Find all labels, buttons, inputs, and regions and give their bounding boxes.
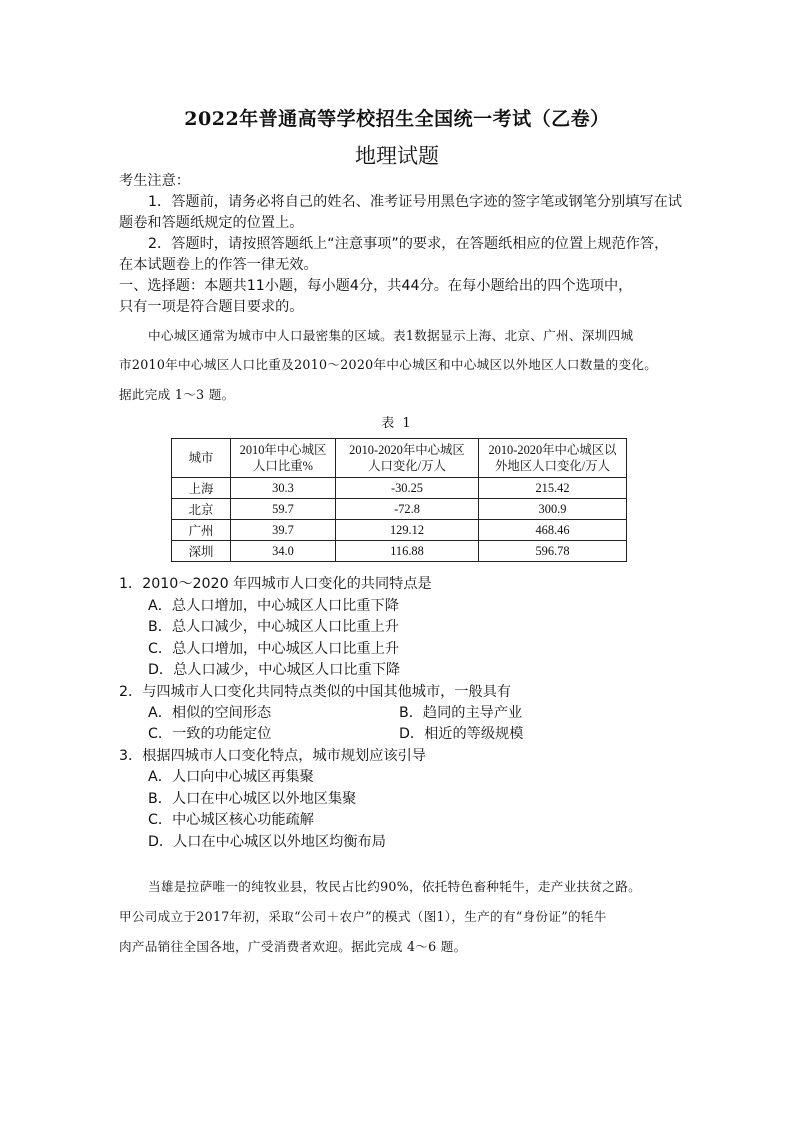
cell-share: 30.3 — [231, 478, 336, 499]
question-1-option-a: A．总人口增加，中心城区人口比重下降 — [148, 598, 399, 614]
header-share-2010: 2010年中心城区 人口比重% — [231, 439, 336, 478]
subject-title: 地理试题 — [355, 144, 439, 168]
cell-city: 上海 — [172, 478, 231, 499]
cell-outer-change: 300.9 — [479, 499, 627, 520]
cell-center-change: 116.88 — [336, 541, 479, 562]
header-city: 城市 — [172, 439, 231, 478]
section-heading-line-2: 只有一项是符合题目要求的。 — [119, 299, 304, 315]
population-table — [171, 438, 627, 562]
cell-city: 北京 — [172, 499, 231, 520]
question-2-option-d: D．相近的等级规模 — [399, 726, 524, 742]
cell-center-change: 129.12 — [336, 520, 479, 541]
cell-outer-change: 215.42 — [479, 478, 627, 499]
question-3-option-b: B．人口在中心城区以外地区集聚 — [148, 791, 357, 807]
table-row — [172, 520, 627, 541]
table-caption: 表 1 — [381, 416, 413, 431]
passage-1-line-3: 据此完成 1～3 题。 — [119, 387, 235, 402]
cell-share: 34.0 — [231, 541, 336, 562]
table-header-row — [172, 439, 627, 478]
exam-title: 2022年普通高等学校招生全国统一考试（乙卷） — [184, 108, 610, 130]
header-outer-change: 2010-2020年中心城区以 外地区人口变化/万人 — [479, 439, 627, 478]
table-row — [172, 499, 627, 520]
question-2-option-b: B．趋同的主导产业 — [399, 705, 523, 721]
question-1-stem: 1．2010～2020 年四城市人口变化的共同特点是 — [119, 576, 432, 592]
question-1-option-c: C．总人口增加，中心城区人口比重上升 — [148, 641, 400, 657]
passage-2-line-1: 当雄是拉萨唯一的纯牧业县，牧民占比约90%，依托特色畜种牦牛，走产业扶贫之路。 — [148, 879, 642, 894]
notice-item-2-line-2: 在本试题卷上的作答一律无效。 — [119, 257, 318, 273]
passage-1-line-2: 市2010年中心城区人口比重及2010～2020年中心城区和中心城区以外地区人口数量的变化。 — [119, 357, 658, 372]
notice-heading: 考生注意： — [119, 173, 190, 189]
cell-city: 深圳 — [172, 541, 231, 562]
passage-2-line-3: 肉产品销往全国各地，广受消费者欢迎。据此完成 4～6 题。 — [119, 939, 467, 954]
notice-item-1-line-1: 1．答题前，请务必将自己的姓名、准考证号用黑色字迹的签字笔或钢笔分别填写在试 — [148, 194, 682, 210]
header-center-change: 2010-2020年中心城区 人口变化/万人 — [336, 439, 479, 478]
question-1-option-d: D．总人口减少，中心城区人口比重下降 — [148, 662, 401, 678]
question-2-option-a: A．相似的空间形态 — [148, 705, 272, 721]
cell-city: 广州 — [172, 520, 231, 541]
question-3-option-a: A．人口向中心城区再集聚 — [148, 769, 314, 785]
passage-2-line-2: 甲公司成立于2017年初，采取“公司＋农户”的模式（图1），生产的有“身份证”的牦牛 — [119, 909, 607, 924]
cell-center-change: -72.8 — [336, 499, 479, 520]
cell-share: 59.7 — [231, 499, 336, 520]
question-3-option-d: D．人口在中心城区以外地区均衡布局 — [148, 834, 386, 850]
cell-center-change: -30.25 — [336, 478, 479, 499]
table-row — [172, 541, 627, 562]
notice-item-1-line-2: 题卷和答题纸规定的位置上。 — [119, 215, 304, 231]
question-2-stem: 2．与四城市人口变化共同特点类似的中国其他城市，一般具有 — [119, 684, 512, 700]
cell-outer-change: 468.46 — [479, 520, 627, 541]
question-3-option-c: C．中心城区核心功能疏解 — [148, 812, 314, 828]
notice-item-2-line-1: 2．答题时，请按照答题纸上“注意事项”的要求，在答题纸相应的位置上规范作答， — [148, 236, 669, 252]
question-1-option-b: B．总人口减少，中心城区人口比重上升 — [148, 619, 399, 635]
question-3-stem: 3．根据四城市人口变化特点，城市规划应该引导 — [119, 748, 426, 764]
table-row — [172, 478, 627, 499]
question-2-option-c: C．一致的功能定位 — [148, 726, 272, 742]
section-heading-line-1: 一、选择题：本题共11小题，每小题4分，共44分。在每小题给出的四个选项中， — [119, 278, 633, 294]
cell-share: 39.7 — [231, 520, 336, 541]
cell-outer-change: 596.78 — [479, 541, 627, 562]
passage-1-line-1: 中心城区通常为城市中人口最密集的区域。表1数据显示上海、北京、广州、深圳四城 — [148, 328, 634, 343]
